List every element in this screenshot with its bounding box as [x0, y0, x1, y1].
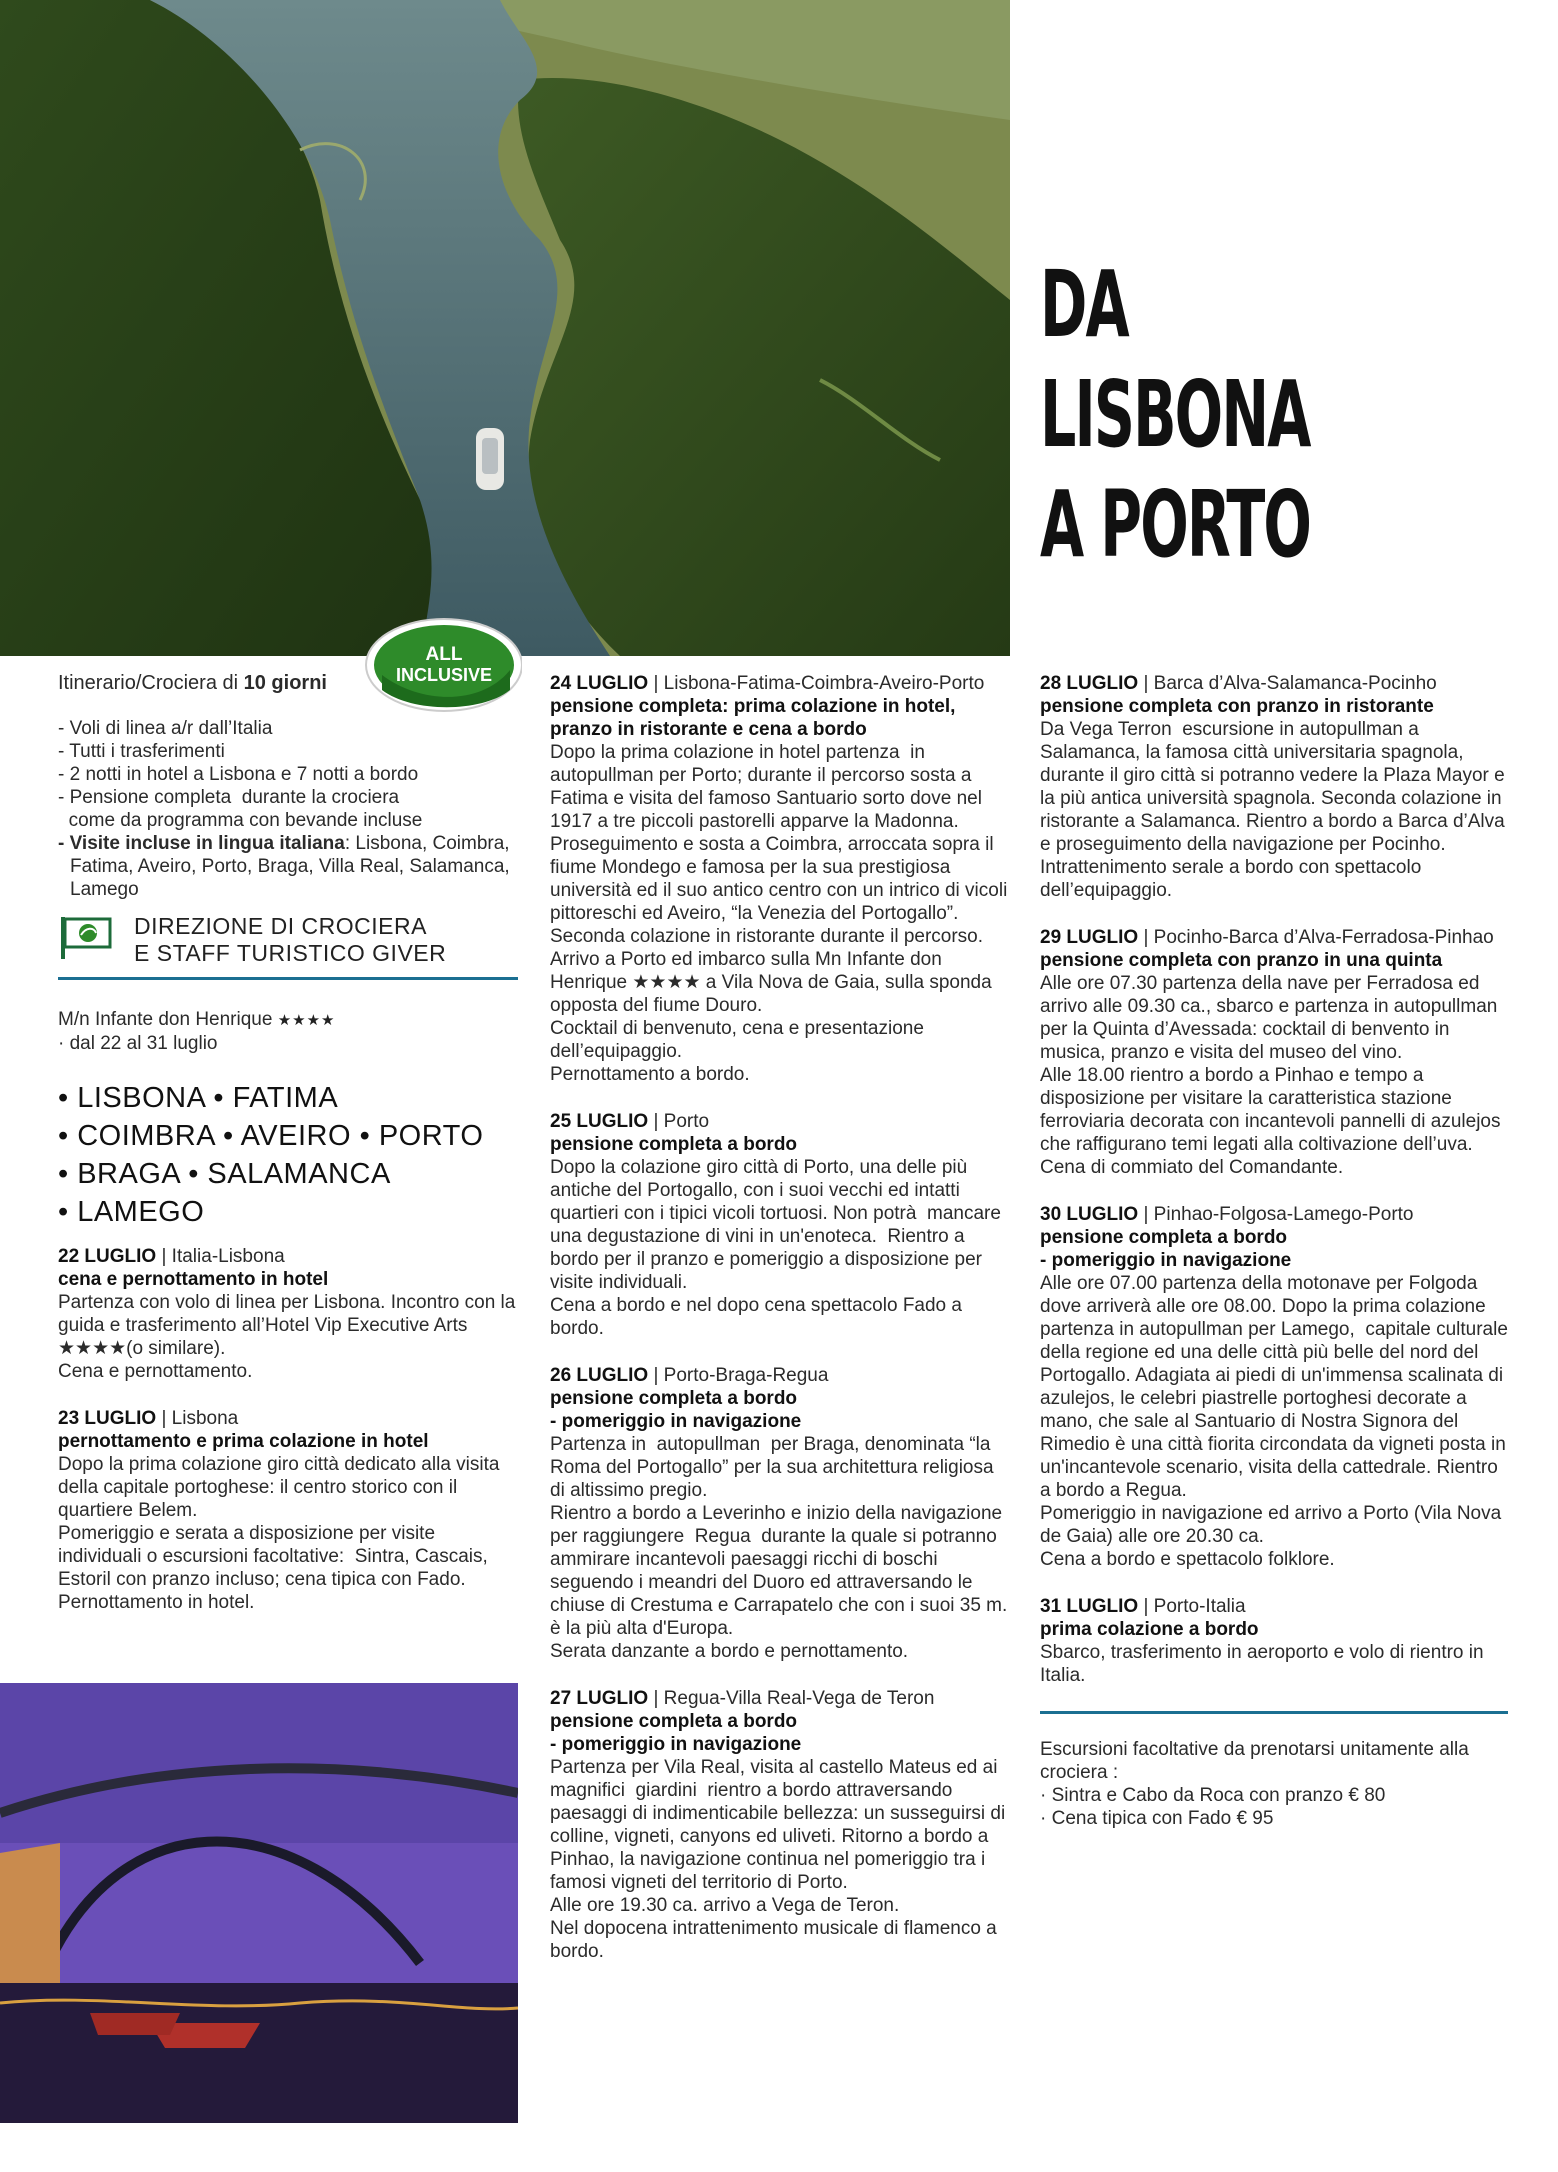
day-date: 26 LUGLIO: [550, 1365, 649, 1386]
day-description: Dopo la prima colazione giro città dedicato alla visita della capitale portoghese: il centro storico con il quartiere Belem. Pomeriggio e serata a disposizione per visite individuali o escursioni facoltative: Sintra, Cascais, Estoril con pranzo incluso; cena tipica con Fado. Pernottamento in hotel.: [58, 1454, 500, 1613]
destination-line: • COIMBRA • AVEIRO • PORTO: [58, 1120, 484, 1152]
ship-name: M/n Infante don Henrique: [58, 1009, 273, 1030]
day-meal-plan: prima colazione a bordo: [1040, 1619, 1259, 1640]
day-date: 31 LUGLIO: [1040, 1596, 1139, 1617]
day-route: | Lisbona-Fatima-Coimbra-Aveiro-Porto: [648, 673, 985, 694]
destination-line: • LISBONA • FATIMA: [58, 1082, 339, 1114]
day-list-middle: [550, 672, 1012, 1963]
day-entry: [1040, 1203, 1508, 1571]
day-route: | Lisbona: [156, 1408, 239, 1429]
inclusion-item: come da programma con bevande incluse: [58, 810, 423, 831]
optional-excursion-item: · Sintra e Cabo da Roca con pranzo € 80: [1040, 1785, 1386, 1806]
optional-excursions-heading: Escursioni facoltative da prenotarsi unitamente alla crociera :: [1040, 1739, 1469, 1783]
day-date: 28 LUGLIO: [1040, 673, 1139, 694]
itinerary-summary: [58, 672, 518, 695]
day-entry: [58, 1245, 518, 1383]
cruise-staff-banner: [58, 913, 518, 967]
title-line-2: A PORTO: [1040, 471, 1311, 578]
day-meal-plan: pensione completa con pranzo in ristorante: [1040, 696, 1434, 717]
photo-porto-bridge-night: [0, 1683, 518, 2123]
day-meal-plan: pernottamento e prima colazione in hotel: [58, 1431, 429, 1452]
day-heading: [1040, 1595, 1508, 1618]
day-entry: [1040, 1595, 1508, 1687]
day-route: | Italia-Lisbona: [156, 1246, 285, 1267]
day-heading: [550, 672, 1012, 695]
day-entry: [58, 1407, 518, 1614]
day-heading: [550, 1110, 1012, 1133]
day-description: Dopo la colazione giro città di Porto, una delle più antiche del Portogallo, con i suoi vecchi ed intatti quartieri con i tipici vicoli tortuosi. Non potrà mancare una degustazione di vini in un'enoteca. Rientro a bordo per il pranzo e pomeriggio a disposizione per visite individuali. Cena a bordo e nel dopo cena spettacolo Fado a bordo.: [550, 1157, 1001, 1339]
day-description: Dopo la prima colazione in hotel partenza in autopullman per Porto; durante il percorso sosta a Fatima e visita del famoso Santuario sorto dove nel 1917 a tre piccoli pastorelli apparve la Madonna. Proseguimento e sosta a Coimbra, arroccata sopra il fiume Mondego e famosa per la sua prestigiosa università ed il suo antico centro con un intrico di vicoli pittoreschi ed Aveiro, “la Venezia del Portogallo”. Seconda colazione in ristorante durante il percorso. Arrivo a Porto ed imbarco sulla Mn Infante don Henrique ★★★★ a Vila Nova de Gaia, sulla sponda opposta del fiume Douro. Cocktail di benvenuto, cena e presentazione dell’equipaggio. Pernottamento a bordo.: [550, 742, 1008, 1085]
day-description: Sbarco, trasferimento in aeroporto e volo di rientro in Italia.: [1040, 1642, 1489, 1686]
cruise-staff-text: [134, 913, 446, 967]
optional-excursions: [1040, 1738, 1508, 1830]
day-meal-plan: - pomeriggio in navigazione: [550, 1734, 802, 1755]
day-route: | Pocinho-Barca d’Alva-Ferradosa-Pinhao: [1138, 927, 1494, 948]
day-date: 23 LUGLIO: [58, 1408, 157, 1429]
visits-prefix: - Visite incluse in lingua italiana: [58, 833, 345, 854]
day-heading: [1040, 1203, 1508, 1226]
inclusion-item: - 2 notti in hotel a Lisbona e 7 notti a bordo: [58, 764, 419, 785]
ship-info: [58, 1008, 518, 1032]
day-meal-plan: pensione completa con pranzo in una quinta: [1040, 950, 1443, 971]
inclusions-list: [58, 717, 518, 901]
day-list-left: [58, 1245, 518, 1614]
ship-dates: · dal 22 al 31 luglio: [58, 1033, 218, 1054]
day-heading: [550, 1364, 1012, 1387]
day-meal-plan: pensione completa: prima colazione in hotel, pranzo in ristorante e cena a bordo: [550, 696, 956, 740]
destinations-list: [58, 1079, 518, 1231]
destination-line: • BRAGA • SALAMANCA: [58, 1158, 391, 1190]
day-meal-plan: pensione completa a bordo: [550, 1388, 798, 1409]
divider: [1040, 1711, 1508, 1714]
inclusion-item-visits: [58, 832, 518, 901]
column-left: [58, 672, 518, 1638]
day-heading: [58, 1245, 518, 1268]
day-meal-plan: pensione completa a bordo: [550, 1134, 798, 1155]
day-heading: [1040, 672, 1508, 695]
day-entry: [550, 1364, 1012, 1663]
day-entry: [1040, 672, 1508, 902]
day-date: 30 LUGLIO: [1040, 1204, 1139, 1225]
day-entry: [550, 1687, 1012, 1963]
day-description: Partenza per Vila Real, visita al castello Mateus ed ai magnifici giardini rientro a bordo attraversando paesaggi di indimenticabile bellezza: un susseguirsi di colline, vigneti, canyons ed uliveti. Ritorno a bordo a Pinhao, la navigazione continua nel pomeriggio tra i famosi vigneti del territorio di Porto. Alle ore 19.30 ca. arrivo a Vega de Teron. Nel dopocena intrattenimento musicale di flamenco a bordo.: [550, 1757, 1006, 1962]
day-entry: [550, 1110, 1012, 1340]
day-route: | Regua-Villa Real-Vega de Teron: [648, 1688, 935, 1709]
column-right: [1040, 672, 1508, 1830]
day-description: Alle ore 07.00 partenza della motonave per Folgoda dove arriverà alle ore 08.00. Dopo la prima colazione partenza in autopullman per Lamego, capitale culturale della regione ed una delle città più belle del nord del Portogallo. Adagiata ai piedi di un'immensa scalinata di azulejos, le celebri piastrelle portoghesi decorate a mano, che sale al Santuario di Nostra Signora del Rimedio è una città fiorita circondata da vigneti posta in un'incantevole scenario, visita della cattedrale. Rientro a bordo a Regua. Pomeriggio in navigazione ed arrivo a Porto (Vila Nova de Gaia) alle ore 20.30 ca. Cena a bordo e spettacolo folklore.: [1040, 1273, 1508, 1570]
day-meal-plan: pensione completa a bordo: [550, 1711, 798, 1732]
day-description: Alle ore 07.30 partenza della nave per Ferradosa ed arrivo alle 09.30 ca., sbarco e partenza in autopullman per la Quinta d’Avessada: cocktail di benvento in musica, pranzo e visita del museo del vino. Alle 18.00 rientro a bordo a Pinhao e tempo a disposizione per visitare la caratteristica stazione ferroviaria decorata con incantevoli pannelli di azulejos che raffigurano temi legati alla coltivazione dell’uva. Cena di commiato del Comandante.: [1040, 973, 1501, 1178]
day-entry: [550, 672, 1012, 1086]
day-route: | Barca d’Alva-Salamanca-Pocinho: [1138, 673, 1437, 694]
visits-rest: : Lisbona, Coimbra, Fatima, Aveiro, Porto, Braga, Villa Real, Salamanca, Lamego: [70, 833, 510, 900]
day-list-right: [1040, 672, 1508, 1687]
crew-line-2: E STAFF TURISTICO GIVER: [134, 940, 447, 966]
divider: [58, 977, 518, 980]
day-meal-plan: - pomeriggio in navigazione: [1040, 1250, 1292, 1271]
column-middle: [550, 672, 1012, 1987]
day-heading: [1040, 926, 1508, 949]
day-route: | Porto: [648, 1111, 710, 1132]
day-date: 27 LUGLIO: [550, 1688, 649, 1709]
day-route: | Porto-Italia: [1138, 1596, 1246, 1617]
day-date: 29 LUGLIO: [1040, 927, 1139, 948]
badge-line-2: INCLUSIVE: [395, 665, 493, 685]
day-route: | Porto-Braga-Regua: [648, 1365, 829, 1386]
day-heading: [58, 1407, 518, 1430]
crew-line-1: DIREZIONE DI CROCIERA: [134, 913, 427, 939]
hero-photo-douro-valley: [0, 0, 1010, 656]
flag-icon: [58, 913, 114, 967]
day-description: Partenza in autopullman per Braga, denominata “la Roma del Portogallo” per la sua architettura religiosa di altissimo pregio. Rientro a bordo a Leverinho e inizio della navigazione per raggiungere Regua durante la quale si potranno ammirare incantevoli paesaggi ricchi di boschi seguendo i meandri del Duoro ed attraversando le chiuse di Crestuma e Carrapatelo che con i suoi 35 m. è la più alta d'Europa. Serata danzante a bordo e pernottamento.: [550, 1434, 1008, 1662]
optional-excursion-item: · Cena tipica con Fado € 95: [1040, 1808, 1274, 1829]
inclusion-item: - Voli di linea a/r dall’Italia: [58, 718, 273, 739]
day-description: Da Vega Terron escursione in autopullman a Salamanca, la famosa città universitaria spagnola, durante il giro città si potranno vedere la Plaza Mayor e la più antica università spagnola. Seconda colazione in ristorante a Salamanca. Rientro a bordo a Barca d’Alva e proseguimento della navigazione per Pocinho. Intrattenimento serale a bordo con spettacolo dell’equipaggio.: [1040, 719, 1510, 901]
day-meal-plan: - pomeriggio in navigazione: [550, 1411, 802, 1432]
day-heading: [550, 1687, 1012, 1710]
day-date: 25 LUGLIO: [550, 1111, 649, 1132]
day-entry: [1040, 926, 1508, 1179]
day-description: Partenza con volo di linea per Lisbona. Incontro con la guida e trasferimento all’Hotel Vip Executive Arts ★★★★(o similare). Cena e pernottamento.: [58, 1292, 516, 1382]
itinerary-prefix: Itinerario/Crociera di: [58, 672, 244, 694]
day-date: 22 LUGLIO: [58, 1246, 157, 1267]
day-date: 24 LUGLIO: [550, 673, 649, 694]
itinerary-days: 10 giorni: [243, 672, 327, 694]
day-route: | Pinhao-Folgosa-Lamego-Porto: [1138, 1204, 1414, 1225]
title-line-1: DA LISBONA: [1040, 251, 1310, 468]
badge-line-1: ALL: [425, 644, 463, 665]
inclusion-item: - Tutti i trasferimenti: [58, 741, 225, 762]
ship-stars: ★★★★: [277, 1012, 336, 1029]
day-meal-plan: pensione completa a bordo: [1040, 1227, 1288, 1248]
inclusion-item: - Pensione completa durante la crociera: [58, 787, 400, 808]
page-title: [1040, 250, 1361, 580]
destination-line: • LAMEGO: [58, 1196, 205, 1228]
day-meal-plan: cena e pernottamento in hotel: [58, 1269, 329, 1290]
